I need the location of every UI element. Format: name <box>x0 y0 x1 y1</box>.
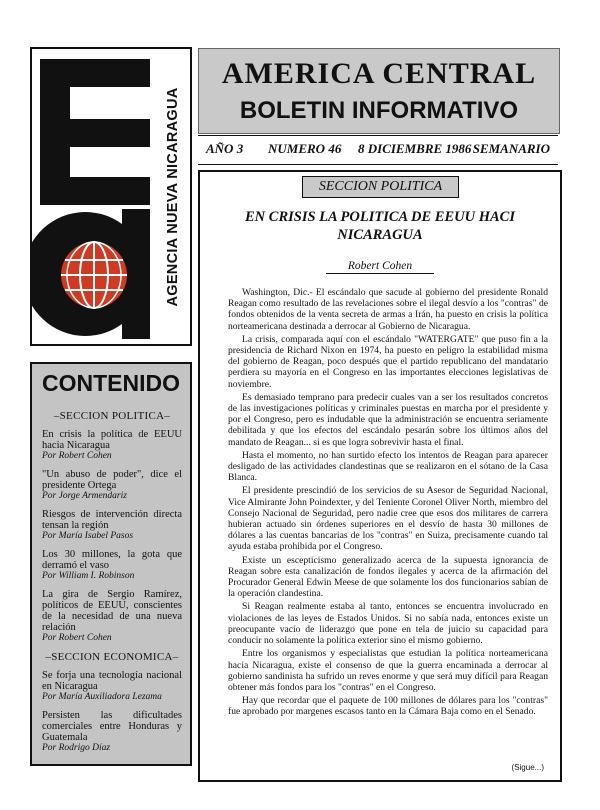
toc-section-economica: –SECCION ECONOMICA– <box>45 651 179 663</box>
toc-item-title: Se forja una tecnología nacional en Nicaragua <box>42 670 182 692</box>
toc-item[interactable] <box>42 429 182 462</box>
masthead-subtitle: BOLETIN INFORMATIVO <box>239 97 519 124</box>
issue-info-line <box>198 135 558 165</box>
table-of-contents <box>42 410 182 761</box>
article-box <box>198 170 562 782</box>
article-paragraph: El presidente prescindió de los servicios de su Asesor de Seguridad Nacional, Vice Almirante John Poindexter, y del Teniente Coronel Oliver North, miembro del Consejo Nacional de Seguridad, pero nadie cree que esos dos militares de carrera hubieran actuado sin órdenes superiores en el desvío de hasta 30 millones de dólares a las cuentas bancarias de los "contras" en Suiza, precisamente cuando tal ayuda estaba prohibida por el Congreso. <box>228 485 548 553</box>
toc-section-politica: –SECCION POLITICA– <box>53 410 171 422</box>
toc-item-author: Por Robert Cohen <box>42 633 112 643</box>
toc-item-author: Por William I. Robinson <box>42 571 135 581</box>
toc-item[interactable] <box>42 549 182 582</box>
toc-item-author: Por María Auxiliadora Lezama <box>42 692 162 702</box>
article-section-label: SECCION POLITICA <box>302 176 459 198</box>
toc-item-title: "Un abuso de poder", dice el presidente Ortega <box>42 469 182 491</box>
contents-box <box>30 362 192 766</box>
article-paragraph: Hay que recordar que el paquete de 100 millones de dólares para los "contras" fue aprobado por margenes escasos tanto en la Cámara Baja como en el Senado. <box>228 695 548 718</box>
article-paragraph: Si Reagan realmente estaba al tanto, entonces se encuentra involucrado en violaciones de las leyes de Estados Unidos. Si no sabía nada, entonces existe un preocupante vacío de liderazgo que pone en tela de juicio su capacidad para conducir no solamente la política exterior sino el mismo gobierno. <box>228 601 548 647</box>
continued-marker[interactable]: (Sigue...) <box>511 763 544 772</box>
toc-item[interactable] <box>42 589 182 644</box>
toc-item[interactable] <box>42 509 182 542</box>
globe-icon <box>61 242 127 308</box>
toc-item-author: Por María Isabel Pasos <box>42 531 134 541</box>
toc-item-title: Riesgos de intervención directa tensan la región <box>42 509 182 531</box>
article-paragraph: Es demasiado temprano para predecir cuales van a ser los resultados concretos de las investigaciones políticas y criminales puestas en marcha por el presidente y por el Congreso, pero es indudable que la administración se encuentra seriamente debilitada y que los efectos del escándalo pesarán sobre los últimos años del mandato de Reagan... si es que logra sobrevivir hasta el final. <box>228 391 548 448</box>
toc-item[interactable] <box>42 670 182 703</box>
agency-logo <box>30 47 192 346</box>
agency-name: AGENCIA NUEVA NICARAGUA <box>165 87 181 307</box>
toc-item-author: Por Rodrigo Díaz <box>42 743 111 753</box>
toc-item-author: Por Robert Cohen <box>42 451 112 461</box>
issue-number: NUMERO 46 <box>268 141 342 156</box>
toc-item-title: Persisten las dificultades comerciales entre Honduras y Guatemala <box>42 710 182 743</box>
issue-date: 8 DICIEMBRE 1986 <box>358 141 472 156</box>
toc-item-title: En crisis la política de EEUU hacia Nicaragua <box>42 429 182 451</box>
toc-item-title: La gira de Sergio Ramírez, políticos de EEUU, conscientes de la necesidad de una nueva relación <box>42 589 182 633</box>
logo-bar-lower <box>40 177 150 205</box>
logo-arch-left <box>40 87 70 119</box>
article-paragraph: Existe un escepticismo generalizado acerca de la supuesta ignorancia de Reagan sobre esta canalización de fondos ilegales y acerca de la afirmación del Procurador General Edwin Meese de que solamente los dos funcionarios sabían de la operación clandestina. <box>228 554 548 600</box>
article-headline: EN CRISIS LA POLITICA DE EEUU HACI NICARAGUA <box>245 209 515 243</box>
article-paragraph: Washington, Dic.- El escándalo que sacude al gobierno del presidente Ronald Reagan como resultado de las revelaciones sobre el ilegal desvío a los "contras" de fondos obtenidos de la venta secreta de armas a Irán, ha puesto en crisis la política norteamericana destinada a derrocar al Gobierno de Nicaragua. <box>228 287 548 332</box>
article-byline: Robert Cohen <box>326 260 434 274</box>
logo-bar-top <box>40 59 150 87</box>
logo-side-text <box>160 57 186 337</box>
article-paragraph: Hasta el momento, no han surtido efecto los intentos de Reagan para aparecer desligado de las actividades clandestinas que se realizaron en el sótano de la Casa Blanca. <box>228 449 548 484</box>
toc-item-title: Los 30 millones, la gota que derramó el vaso <box>42 549 182 571</box>
toc-item[interactable] <box>42 469 182 502</box>
masthead <box>198 48 560 134</box>
article-body <box>228 287 548 720</box>
logo-arch-lower <box>40 147 70 177</box>
issue-year: AÑO 3 <box>206 141 244 156</box>
masthead-title: AMERICA CENTRAL <box>221 57 537 90</box>
logo-bar-middle <box>40 119 150 147</box>
toc-item-author: Por Jorge Armendariz <box>42 491 127 501</box>
issue-frequency: SEMANARIO <box>472 141 550 156</box>
contents-title: CONTENIDO <box>42 370 180 396</box>
article-paragraph: La crisis, comparada aquí con el escándalo "WATERGATE" que puso fin a la presidencia de Richard Nixon en 1974, ha puesto en peligro la estabilidad misma del gobierno de Reagan, poco después que el partido republicano del mandatario perdiera su mayoría en el Congreso en las importantes elecciones legislativas de noviembre. <box>228 333 548 390</box>
article-paragraph: Entre los organismos y especialistas que estudian la política norteamericana hacia Nicaragua, existe el consenso de que la guerra encaminada a derrocar al gobierno sandinista ha sufrido un reves enorme y que será muy difícil para Reagan obtener más fondos para los "contras" en el Congreso. <box>228 648 548 693</box>
toc-item[interactable] <box>42 710 182 754</box>
